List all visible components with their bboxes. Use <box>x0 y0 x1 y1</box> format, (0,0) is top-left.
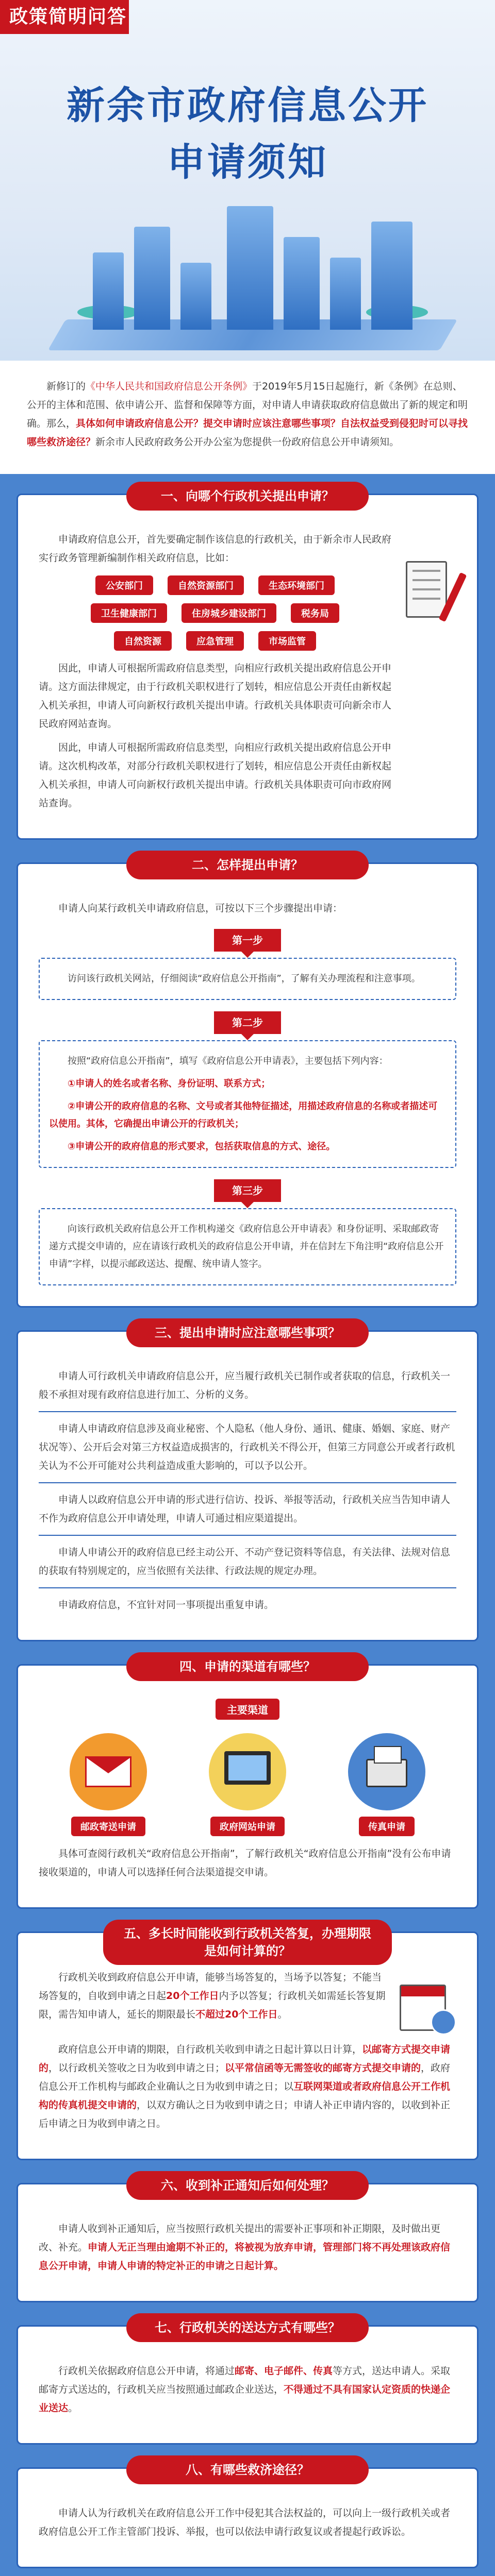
section-5 <box>16 1926 478 2160</box>
building-shape <box>284 237 320 330</box>
section-2-heading: 二、怎样提出申请？ <box>126 851 369 879</box>
s5-text: 内予以答复；行政机关如需延长答复期限，需告知申请人，延长的期限最长 <box>39 1990 386 2020</box>
section-8-heading: 八、有哪些救济途径？ <box>126 2455 369 2484</box>
section-5-para-2 <box>39 2040 456 2133</box>
building-shape <box>134 227 170 330</box>
s5-text: ，政府信息公开工作机构与邮政企业确认之日为收到申请之日；以 <box>39 2062 451 2092</box>
step-2-item-3-text: ③申请公开的政府信息的形式要求，包括获取信息的方式、途径。 <box>68 1141 336 1152</box>
department-tag: 应急管理 <box>186 631 244 651</box>
step-3-badge: 第三步 <box>214 1179 281 1202</box>
section-2 <box>16 858 478 1308</box>
sections-area <box>0 474 495 2576</box>
section-8 <box>16 2463 478 2568</box>
monitor-icon <box>209 1733 286 1810</box>
building-shape <box>93 252 124 330</box>
department-tag: 市场监管 <box>258 631 316 651</box>
step-2-item-2 <box>49 1098 446 1133</box>
department-tag: 生态环境部门 <box>258 575 335 595</box>
intro-highlight: 具体如何申请政府信息公开？提交申请时应该注意哪些事项？自法权益受到侵犯时可以寻找哪些救济途径？ <box>27 418 468 448</box>
s7-text: 等方式，送达申请人。采取邮寄方式送达的，行政机关应当按照通过邮政企业送达， <box>39 2365 451 2395</box>
department-tag: 自然资源部门 <box>168 575 244 595</box>
step-1-badge: 第一步 <box>214 929 281 952</box>
clipboard-icon <box>400 556 456 623</box>
s7-text: 。 <box>68 2402 78 2414</box>
section-1-para-1: 申请政府信息公开，首先要确定制作该信息的行政机关，由于新余市人民政府实行政务管理新编制作相关政府信息，比如： <box>39 534 392 564</box>
department-tags-row-2 <box>39 603 391 623</box>
main-channels-text: 主要渠道 <box>216 1699 279 1720</box>
department-tag: 自然资源 <box>114 631 172 651</box>
s5-text: ，以行政机关签收之日为收到申请之日； <box>48 2062 225 2074</box>
s5-highlight: 20个工作日 <box>166 1990 219 2002</box>
department-tag: 卫生健康部门 <box>91 603 167 623</box>
section-1 <box>16 489 478 840</box>
s5-text: 政府信息公开申请的期限，自行政机关收到申请之日起计算以日计算， <box>58 2044 362 2055</box>
s7-highlight: 不得通过不具有国家认定资质的快递企业送达 <box>39 2384 451 2414</box>
fax-icon <box>348 1733 425 1810</box>
intro-part: 于2019年5月15日起施行，新《条例》在总则、公开的主体和范围、依申请公开、监督和保障等方面，对申请人申请获取政府信息做出了新的规定和明确。那么， <box>27 381 468 429</box>
calendar-clock-icon <box>400 1978 456 2035</box>
section-3-para-4: 申请人申请公开的政府信息已经主动公开、不动产登记资料等信息，有关法律、法规对信息的获取有特别规定的，应当依照有关法律、行政法规的规定办理。 <box>39 1547 451 1577</box>
step-2-item-2-text: ②申请公开的政府信息的名称、文号或者其他特征描述，用描述政府信息的名称或者描述可以使用。其体，它确提出申请公开的行政机关； <box>49 1101 438 1129</box>
city-illustration <box>57 196 449 350</box>
section-3-para-3: 申请人以政府信息公开申请的形式进行信访、投诉、举报等活动，行政机关应当告知申请人不作为政府信息公开申请处理，申请人可通过相应渠道提出。 <box>39 1494 451 1524</box>
step-2-text: 按照“政府信息公开指南”，填写《政府信息公开申请表》，主要包括下列内容： <box>68 1056 388 1066</box>
s7-text: 行政机关依据政府信息公开申请，将通过 <box>58 2365 235 2377</box>
column-tag: 政策简明问答 <box>0 0 129 34</box>
step-1-box <box>39 958 456 1000</box>
channel-mail-label: 邮政寄送申请 <box>71 1817 145 1836</box>
channel-icons <box>39 1733 456 1836</box>
section-7-para-1 <box>39 2362 456 2417</box>
envelope-icon <box>70 1733 147 1810</box>
hero-banner <box>0 0 495 361</box>
section-5-heading: 五、多长时间能收到行政机关答复，办理期限是如何计算的？ <box>103 1920 392 1965</box>
section-6 <box>16 2178 478 2302</box>
s5-text: 。 <box>277 2009 288 2020</box>
main-channels-label <box>39 1699 456 1720</box>
intro-text <box>0 361 495 474</box>
step-2-item-1 <box>49 1075 446 1093</box>
step-2-badge: 第二步 <box>214 1011 281 1034</box>
department-tags-row-3 <box>39 631 391 651</box>
section-3-para-5: 申请政府信息，不宜针对同一事项提出重复申请。 <box>58 1599 274 1611</box>
section-5-para-1 <box>39 1968 390 2024</box>
building-shape <box>227 206 273 330</box>
channel-online <box>209 1733 286 1836</box>
s5-text: ，以双方确认之日为收到申请之日；申请人补正申请内容的，以收到补正后申请之日为收到申请之日。 <box>39 2099 451 2129</box>
step-2-item-3 <box>49 1138 446 1156</box>
department-tag: 公安部门 <box>95 575 153 595</box>
channel-mail <box>70 1733 147 1836</box>
section-8-para-1: 申请人认为行政机关在政府信息公开工作中侵犯其合法权益的，可以向上一级行政机关或者政府信息公开工作主管部门投诉、举报，也可以依法申请行政复议或者提起行政诉讼。 <box>39 2507 451 2537</box>
section-3-heading: 三、提出申请时应注意哪些事项？ <box>126 1318 369 1347</box>
department-tag: 住房城乡建设部门 <box>182 603 276 623</box>
divider <box>39 1587 456 1588</box>
step-3-box <box>39 1208 456 1285</box>
title-line-2: 申请须知 <box>167 140 328 184</box>
intro-part: 新修订的 <box>46 381 86 392</box>
section-3 <box>16 1326 478 1641</box>
s6-highlight: 申请人无正当理由逾期不补正的，将被视为放弃申请，管理部门将不再处理该政府信息公开申请，申请人申请的特定补正的申请之日起计算。 <box>39 2242 451 2272</box>
section-1-heading: 一、向哪个行政机关提出申请？ <box>126 482 369 511</box>
divider <box>39 1411 456 1412</box>
s5-highlight: 互联网渠道或者政府信息公开工作机构的传真机提交申请的 <box>39 2081 451 2111</box>
step-1-text: 访问该行政机关网站，仔细阅读“政府信息公开指南”，了解有关办理流程和注意事项。 <box>68 973 421 984</box>
step-3-text: 向该行政机关政府信息公开工作机构递交《政府信息公开申请表》和身份证明、采取邮政寄递方式提交申请的，应在请该行政机关的政府信息公开申请，并在信封左下角注明“政府信息公开申请”字样，以提示邮政送达、提醒、统申请人签字。 <box>49 1224 444 1269</box>
s5-highlight: 以平常信函等无需签收的邮寄方式提交申请的 <box>225 2062 421 2074</box>
building-shape <box>180 263 211 330</box>
s7-highlight: 邮寄、电子邮件、传真 <box>235 2365 333 2377</box>
building-shape <box>371 222 412 330</box>
channel-fax-label: 传真申请 <box>359 1817 415 1836</box>
s6-text: 申请人收到补正通知后，应当按照行政机关提出的需要补正事项和补正期限，及时做出更改、补充。 <box>39 2223 441 2253</box>
section-4-heading: 四、申请的渠道有哪些？ <box>126 1652 369 1681</box>
intro-law-name: 《中华人民共和国政府信息公开条例》 <box>86 381 253 392</box>
department-tag: 税务局 <box>291 603 339 623</box>
section-3-para-2: 申请人申请政府信息涉及商业秘密、个人隐私（他人身份、通讯、健康、婚姻、家庭、财产状况等）、公开后会对第三方权益造成损害的，行政机关不得公开，但第三方同意公开或者行政机关认为不公开可能对公共利益造成重大影响的，可以予以公开。 <box>39 1423 455 1471</box>
section-3-para-1: 申请人可行政机关申请政府信息公开，应当履行政机关已制作或者获取的信息，行政机关一般不承担对现有政府信息进行加工、分析的义务。 <box>39 1370 451 1400</box>
divider <box>39 1482 456 1483</box>
section-4-para-1: 具体可查阅行政机关“政府信息公开指南”，了解行政机关“政府信息公开指南”没有公布申请接收渠道的，申请人可以选择任何合法渠道提交申请。 <box>39 1848 451 1878</box>
section-6-para-1 <box>39 2219 456 2275</box>
building-shape <box>330 258 361 330</box>
step-2-item-1-text: ①申请人的姓名或者名称、身份证明、联系方式； <box>68 1078 271 1089</box>
step-2-box <box>39 1040 456 1168</box>
section-1-para-3: 因此，申请人可根据所需政府信息类型，向相应行政机关提出政府信息公开申请。这次机构改革，对部分行政机关职权进行了划转，相应信息公开责任由新权起入机关承担，申请人可向新权行政机关提出申请。行政机关具体职责可向市政府网站查询。 <box>39 742 392 809</box>
section-6-heading: 六、收到补正通知后如何处理？ <box>126 2171 369 2200</box>
section-2-para-1: 申请人向某行政机关申请政府信息，可按以下三个步骤提出申请： <box>58 903 343 914</box>
channel-online-label: 政府网站申请 <box>210 1817 285 1836</box>
intro-part: 新余市人民政府政务公开办公室为您提供一份政府信息公开申请须知。 <box>95 436 400 448</box>
channel-fax <box>348 1733 425 1836</box>
section-1-para-2: 因此，申请人可根据所需政府信息类型，向相应行政机关提出政府信息公开申请。这方面法律规定，由于行政机关职权进行了划转，相应信息公开责任由新权起入机关承担，申请人可向新权行政机关提出申请。行政机关具体职责可向新余市人民政府网站查询。 <box>39 663 392 730</box>
page-title <box>0 77 495 191</box>
divider <box>39 1535 456 1536</box>
section-7-heading: 七、行政机关的送达方式有哪些？ <box>126 2313 369 2342</box>
department-tags-row-1 <box>39 575 391 595</box>
s5-highlight: 以邮寄方式提交申请的 <box>39 2044 451 2074</box>
s5-highlight: 不超过20个工作日 <box>195 2009 278 2020</box>
s5-text: 行政机关收到政府信息公开申请，能够当场答复的，当场予以答复；不能当场答复的，自收到申请之日起 <box>39 1972 382 2002</box>
title-line-1: 新余市政府信息公开 <box>67 83 428 128</box>
section-4 <box>16 1659 478 1909</box>
section-7 <box>16 2320 478 2445</box>
